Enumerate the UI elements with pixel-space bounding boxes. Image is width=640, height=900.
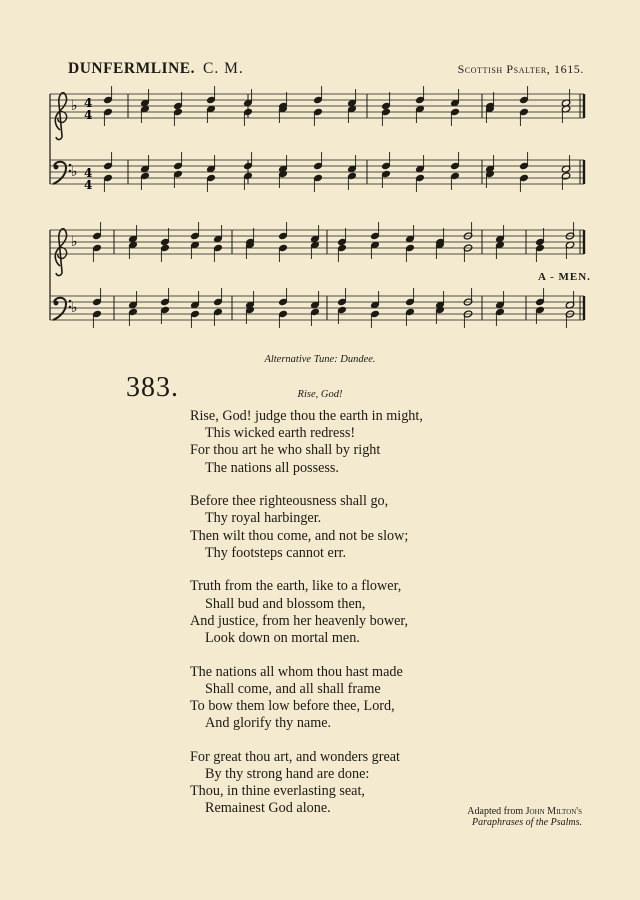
bass-clef-icon bbox=[53, 298, 71, 320]
verse-line: The nations all whom thou hast made bbox=[190, 663, 403, 680]
verse-line: Before thee righteousness shall go, bbox=[190, 493, 389, 510]
stanza bbox=[190, 578, 423, 647]
stanza bbox=[190, 664, 423, 733]
verse-line: Then wilt thou come, and not be slow; bbox=[190, 527, 409, 544]
notes bbox=[92, 86, 574, 328]
verse-line: The nations all possess. bbox=[205, 459, 339, 476]
verse-line: Shall come, and all shall frame bbox=[205, 680, 381, 697]
verse-line: And justice, from her heavenly bower, bbox=[190, 612, 409, 629]
source-name: Scottish Psalter, bbox=[457, 62, 551, 76]
amen-label: A - MEN. bbox=[538, 271, 591, 283]
hymn-number: 383. bbox=[126, 372, 179, 403]
alternative-tune: Alternative Tune: Dundee. bbox=[264, 354, 376, 365]
staff-lines bbox=[50, 94, 584, 320]
hymn-text bbox=[190, 408, 423, 834]
time-sig-top: 4 bbox=[84, 96, 93, 110]
time-sig-top: 4 bbox=[84, 166, 93, 180]
verse-line: Rise, God! judge thou the earth in might, bbox=[190, 408, 423, 424]
flat-sign-icon: ♭ bbox=[71, 98, 78, 114]
time-sig-bottom: 4 bbox=[84, 178, 93, 192]
verse-line: Truth from the earth, like to a flower, bbox=[190, 578, 402, 595]
verse-line: For great thou art, and wonders great bbox=[190, 748, 400, 765]
verse-line: Thy footsteps cannot err. bbox=[205, 544, 347, 561]
verse-line: And glorify thy name. bbox=[205, 715, 332, 732]
attribution-work: Paraphrases of the Psalms. bbox=[472, 817, 582, 828]
clefs bbox=[53, 93, 78, 320]
flat-sign-icon: ♭ bbox=[71, 300, 78, 316]
verse-line: By thy strong hand are done: bbox=[205, 766, 370, 783]
source-year: 1615. bbox=[554, 62, 584, 76]
attribution bbox=[467, 806, 582, 828]
time-sig-bottom: 4 bbox=[84, 108, 93, 122]
verse-line: This wicked earth redress! bbox=[205, 425, 356, 442]
stanza bbox=[190, 749, 423, 818]
verse-line: To bow them low before thee, Lord, bbox=[190, 698, 395, 715]
stanza bbox=[190, 408, 423, 477]
flat-sign-icon: ♭ bbox=[71, 164, 78, 180]
verse-line: Shall bud and blossom then, bbox=[205, 595, 366, 612]
bass-clef-icon bbox=[53, 162, 71, 184]
attribution-author: John Milton's bbox=[525, 806, 582, 817]
verse-line: Thy royal harbinger. bbox=[205, 510, 322, 527]
verse-line: Look down on mortal men. bbox=[205, 630, 360, 647]
verse-line: Thou, in thine everlasting seat, bbox=[190, 783, 365, 800]
verse-line: For thou art he who shall by right bbox=[190, 442, 381, 459]
attribution-prefix: Adapted from bbox=[467, 806, 524, 817]
time-signature bbox=[84, 96, 92, 192]
music-score bbox=[0, 0, 640, 360]
hymn-title: Rise, God! bbox=[297, 389, 343, 400]
flat-sign-icon: ♭ bbox=[71, 234, 78, 250]
tune-name: DUNFERMLINE. bbox=[68, 60, 195, 77]
meter: C. M. bbox=[203, 60, 244, 77]
stanza bbox=[190, 493, 423, 562]
verse-line: Remainest God alone. bbox=[205, 800, 331, 817]
